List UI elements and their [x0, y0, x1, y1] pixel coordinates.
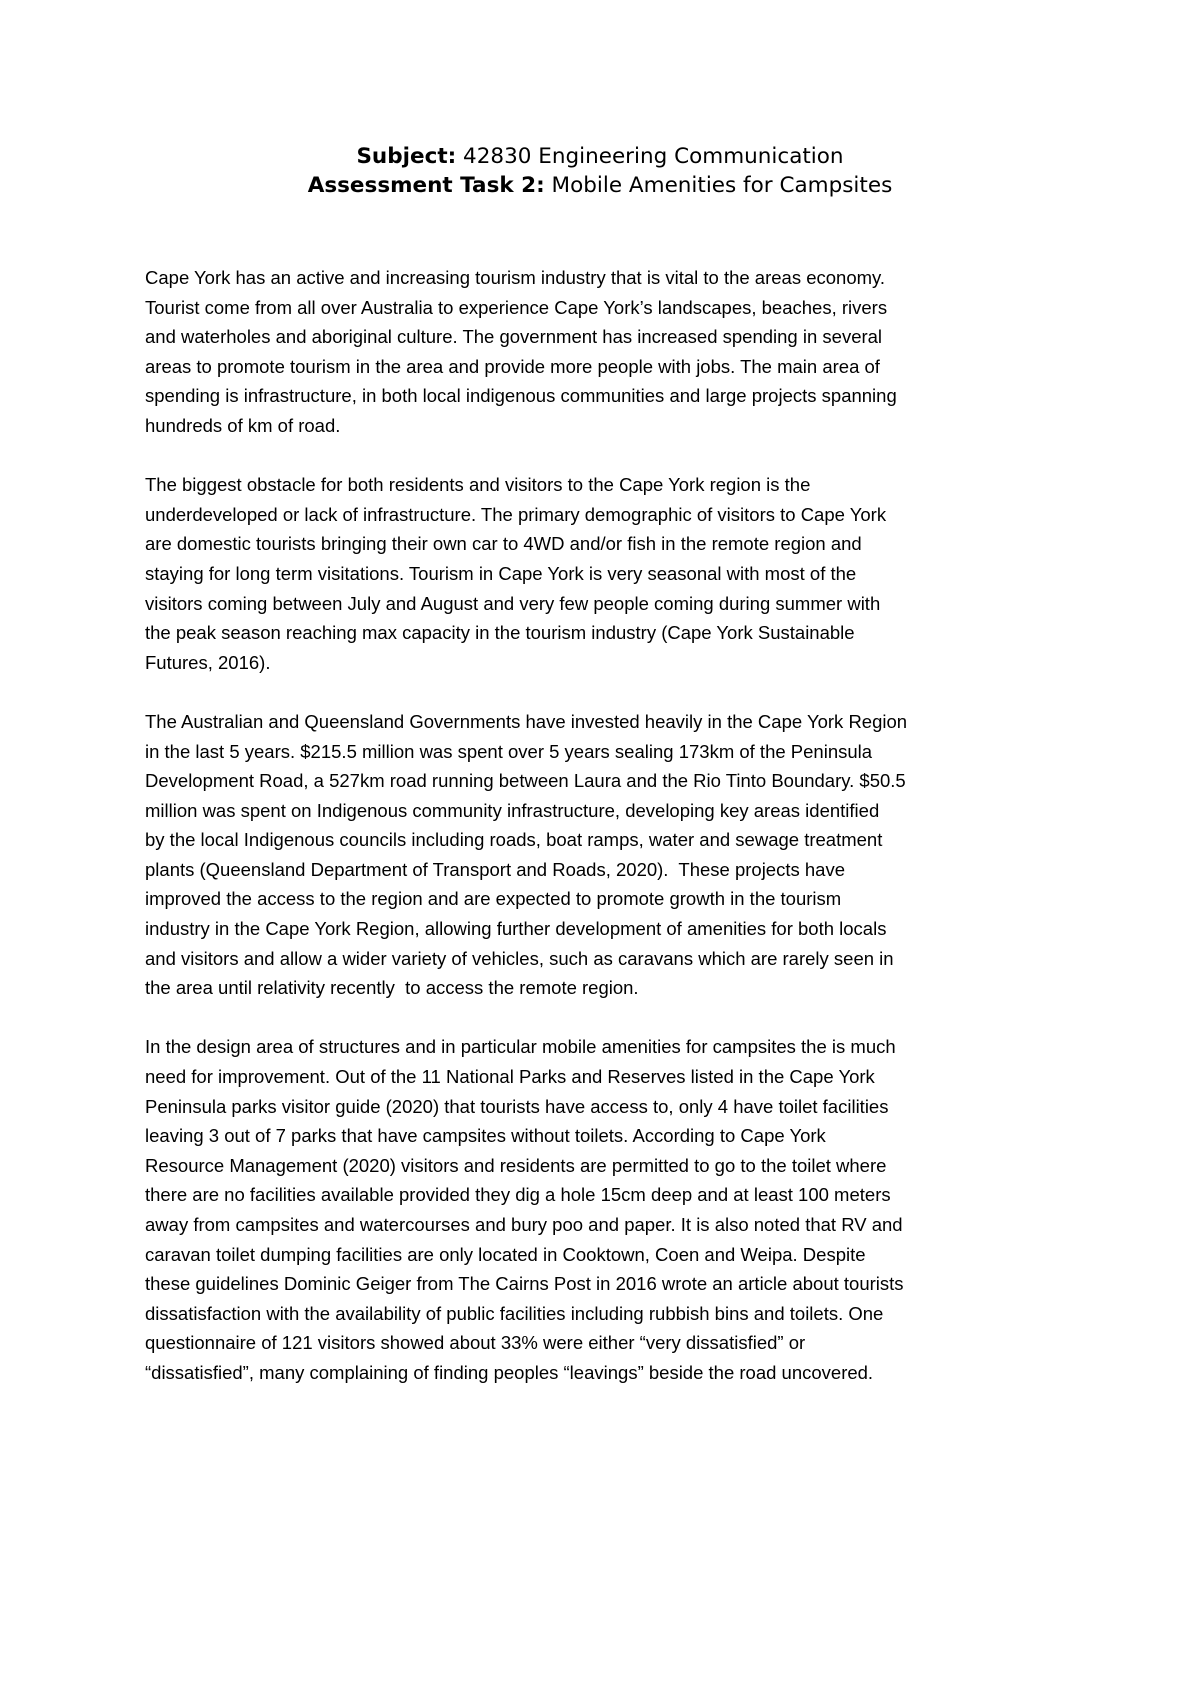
paragraph-line: by the local Indigenous councils including roads, boat ramps, water and sewage treatment: [145, 829, 883, 851]
paragraph-line: Development Road, a 527km road running between Laura and the Rio Tinto Boundary. $50.5: [145, 770, 906, 792]
paragraph-line: industry in the Cape York Region, allowing further development of amenities for both locals: [145, 918, 887, 940]
paragraph-line: The Australian and Queensland Governments have invested heavily in the Cape York Region: [145, 710, 908, 732]
paragraph-line: leaving 3 out of 7 parks that have campsites without toilets. According to Cape York: [145, 1125, 826, 1147]
paragraph-line: are domestic tourists bringing their own car to 4WD and/or fish in the remote region and: [145, 533, 862, 555]
paragraph-line: “dissatisfied”, many complaining of finding peoples “leavings” beside the road uncovered.: [145, 1361, 874, 1383]
paragraph-line: The biggest obstacle for both residents and visitors to the Cape York region is the: [145, 474, 811, 496]
paragraph-line: Tourist come from all over Australia to experience Cape York’s landscapes, beaches, rivers: [145, 296, 888, 318]
paragraph-line: areas to promote tourism in the area and provide more people with jobs. The main area of: [145, 355, 880, 377]
paragraph-line: and waterholes and aboriginal culture. The government has increased spending in several: [145, 326, 883, 348]
assessment-task-line: [0, 171, 1200, 200]
paragraph-line: away from campsites and watercourses and bury poo and paper. It is also noted that RV and: [145, 1214, 903, 1235]
assessment-task-value: Mobile Amenities for Campsites: [544, 173, 893, 198]
paragraph-line: underdeveloped or lack of infrastructure. The primary demographic of visitors to Cape York: [145, 503, 887, 525]
paragraph-line: questionnaire of 121 visitors showed about 33% were either “very dissatisfied” or: [145, 1332, 806, 1354]
paragraph-line: spending is infrastructure, in both local indigenous communities and large projects spanning: [145, 385, 897, 407]
paragraph-line: improved the access to the region and are expected to promote growth in the tourism: [145, 888, 842, 910]
paragraph-line: Peninsula parks visitor guide (2020) that tourists have access to, only 4 have toilet facilities: [145, 1095, 889, 1117]
subject-line: [0, 142, 1200, 171]
paragraph-line: these guidelines Dominic Geiger from The Cairns Post in 2016 wrote an article about tourists: [145, 1273, 904, 1295]
paragraph-line: in the last 5 years. $215.5 million was spent over 5 years sealing 173km of the Peninsula: [145, 740, 873, 762]
paragraph-4: [145, 1032, 1060, 1387]
paragraph-2: [145, 470, 1060, 677]
paragraph-line: Resource Management (2020) visitors and residents are permitted to go to the toilet where: [145, 1154, 887, 1176]
paragraph-line: the peak season reaching max capacity in the tourism industry (Cape York Sustainable: [145, 622, 855, 644]
subject-label: Subject:: [356, 144, 457, 169]
paragraph-line: million was spent on Indigenous community infrastructure, developing key areas identified: [145, 799, 880, 821]
paragraph-line: need for improvement. Out of the 11 National Parks and Reserves listed in the Cape York: [145, 1066, 875, 1088]
paragraph-line: In the design area of structures and in particular mobile amenities for campsites the is much: [145, 1036, 896, 1058]
paragraph-line: caravan toilet dumping facilities are only located in Cooktown, Coen and Weipa. Despite: [145, 1243, 866, 1265]
paragraph-line: Cape York has an active and increasing tourism industry that is vital to the areas economy.: [145, 267, 886, 288]
paragraph-line: Futures, 2016).: [145, 651, 271, 673]
paragraph-line: plants (Queensland Department of Transport and Roads, 2020). These projects have: [145, 858, 845, 880]
document-body: [145, 263, 1060, 1417]
assessment-task-label: Assessment Task 2:: [307, 173, 545, 198]
paragraph-line: the area until relativity recently to access the remote region.: [145, 977, 639, 999]
document-header: [0, 142, 1200, 200]
paragraph-line: visitors coming between July and August and very few people coming during summer with: [145, 592, 881, 614]
paragraph-3: [145, 707, 1060, 1003]
paragraph-line: staying for long term visitations. Tourism in Cape York is very seasonal with most of the: [145, 562, 857, 584]
subject-value: 42830 Engineering Communication: [456, 144, 844, 169]
paragraph-line: dissatisfaction with the availability of public facilities including rubbish bins and toilets. One: [145, 1302, 884, 1324]
paragraph-line: and visitors and allow a wider variety of vehicles, such as caravans which are rarely seen in: [145, 947, 894, 969]
paragraph-line: there are no facilities available provided they dig a hole 15cm deep and at least 100 meters: [145, 1184, 891, 1206]
paragraph-1: [145, 263, 1060, 441]
paragraph-line: hundreds of km of road.: [145, 414, 341, 436]
